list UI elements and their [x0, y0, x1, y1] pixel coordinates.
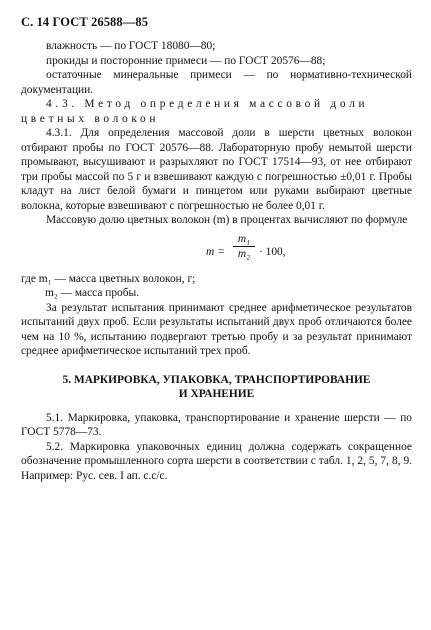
- formula-equals: =: [218, 245, 225, 258]
- formula-tail: · 100,: [259, 245, 286, 258]
- where-m1: где m₁ — масса цветных волокон, г;: [21, 272, 196, 285]
- formula-numerator: m₁: [233, 233, 255, 247]
- formula: [21, 232, 412, 272]
- section-5-title-line1: 5. МАРКИРОВКА, УПАКОВКА, ТРАНСПОРТИРОВАНИЕ: [62, 373, 371, 386]
- paragraph-formula-intro: Массовую долю цветных волокон (m) в процентах вычисляют по формуле: [46, 214, 408, 226]
- method-heading: 4.3. Метод определения массовой доли цветных волокон: [21, 98, 369, 125]
- formula-fraction: [233, 233, 255, 261]
- paragraph-5-1: 5.1. Маркировка, упаковка, транспортирование и хранение шерсти — по ГОСТ 5778—73.: [21, 411, 412, 438]
- paragraph-5-2: 5.2. Маркировка упаковочных единиц должна содержать сокращенное обозначение промышленного сорта шерсти в соответствии с табл. 1, 2, 5, 7, 8, 9. Например: Рус. сев. I ап. с.с/с.: [21, 440, 412, 482]
- document-body: [21, 39, 412, 483]
- formula-denominator: m₂: [237, 247, 251, 260]
- section-5-title-line2: И ХРАНЕНИЕ: [178, 388, 255, 400]
- paragraph-result: За результат испытания принимают среднее арифметическое результатов испытаний двух проб. Если результаты испытаний двух проб отличаются более чем на 10 %, испытанию подвергают третью пробу и за результат принимают среднее арифметическое испытаний трех проб.: [21, 301, 412, 357]
- list-item: влажность — по ГОСТ 18080—80;: [46, 40, 216, 52]
- formula-lhs: m: [206, 245, 215, 258]
- paragraph-4-3-1: 4.3.1. Для определения массовой доли в шерсти цветных волокон отбирают пробы по ГОСТ 20576—88. Лабораторную пробу немытой шерсти промывают, высушивают и разрыхляют по ГОСТ 17514—93, от нее отбирают три пробы массой по 5 г и взвешивают каждую с погрешностью ±0,01 г. Пробы кладут на лист белой бумаги и пинцетом или руками выбирают цветные волокна, которые взвешивают с погрешностью не более 0,01 г.: [21, 127, 412, 212]
- running-head: С. 14 ГОСТ 26588—85: [21, 15, 149, 29]
- where-m2: m₂ — масса пробы.: [45, 287, 140, 299]
- list-item: прокиды и посторонние примеси — по ГОСТ 20576—88;: [46, 54, 326, 67]
- section-5-title: [21, 373, 412, 402]
- list-item: остаточные минеральные примеси — по нормативно-технической документации.: [21, 69, 412, 96]
